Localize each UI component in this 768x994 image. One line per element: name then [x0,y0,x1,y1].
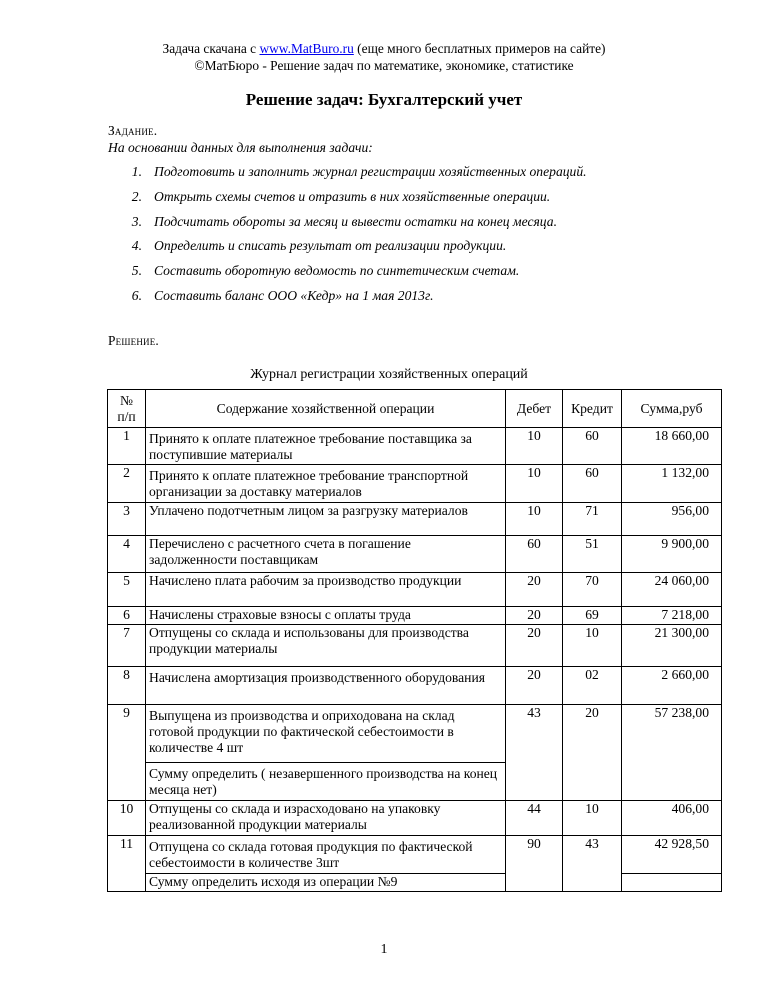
row-credit: 10 [563,625,622,667]
table-row [108,836,722,874]
number-abbrev: п/п [117,408,136,424]
header-sum: Сумма,руб [622,390,722,428]
row-debit: 43 [506,705,563,801]
task-item [108,259,587,284]
row-debit: 20 [506,573,563,607]
row-content: Уплачено подотчетным лицом за разгрузку материалов [146,503,506,536]
row-number: 1 [108,428,146,465]
task-number: 6. [131,287,142,303]
source-note: (еще много бесплатных примеров на сайте) [353,41,606,56]
header-content: Содержание хозяйственной операции [146,390,506,428]
table-row [108,536,722,573]
row-number: 7 [108,625,146,667]
row-debit: 20 [506,667,563,705]
task-text: Подготовить и заполнить журнал регистрации хозяйственных операций. [154,164,587,179]
header-credit: Кредит [563,390,622,428]
task-intro: На основании данных для выполнения задачи: [108,140,373,155]
row-credit: 43 [563,836,622,892]
row-sum: 57 238,00 [622,705,722,763]
row-debit: 90 [506,836,563,892]
task-heading: Задание. [108,123,158,138]
task-text: Подсчитать обороты за месяц и вывести остатки на конец месяца. [154,213,557,229]
solution-heading: Решение. [108,333,159,348]
row-number: 10 [108,801,146,836]
row-sum: 42 928,50 [622,836,722,874]
row-debit: 10 [506,428,563,465]
task-number: 5. [131,263,142,279]
row-note: Сумму определить исходя из операции №9 [146,874,506,892]
table-row [108,874,722,892]
row-sum: 21 300,00 [622,625,722,667]
source-line [0,40,768,57]
row-content: Отпущена со склада готовая продукция по фактической себестоимости в количестве 3шт [146,836,506,874]
row-sum: 9 900,00 [622,536,722,573]
row-debit: 20 [506,625,563,667]
row-sum: 2 660,00 [622,667,722,705]
table-row [108,503,722,536]
row-sum: 24 060,00 [622,573,722,607]
task-number: 1. [131,164,142,179]
table-row [108,801,722,836]
table-row [108,428,722,465]
row-debit: 10 [506,465,563,503]
row-debit: 10 [506,503,563,536]
journal-caption: Журнал регистрации хозяйственных операций [250,367,528,382]
row-credit: 60 [563,465,622,503]
row-content: Начислено плата рабочим за производство продукции [146,573,506,607]
row-content: Перечислено с расчетного счета в погашение задолженности поставщикам [146,536,506,573]
matburo-link[interactable]: www.MatBuro.ru [259,41,354,56]
row-content: Отпущены со склада и израсходовано на упаковку реализованной продукции материалы [146,801,506,836]
header-number [108,390,146,428]
source-text: Задача скачана с [162,41,260,56]
row-number: 8 [108,667,146,705]
row-content: Принято к оплате платежное требование поставщика за поступившие материалы [146,428,506,465]
task-text: Составить баланс ООО «Кедр» на 1 мая 2013г. [154,287,434,303]
task-number: 4. [131,238,142,254]
table-row [108,607,722,625]
row-sum-empty [622,874,722,892]
row-sum: 406,00 [622,801,722,836]
header-debit: Дебет [506,390,563,428]
table-row [108,625,722,667]
row-credit: 69 [563,607,622,625]
row-sum: 7 218,00 [622,607,722,625]
task-item [108,185,587,210]
row-sum: 956,00 [622,503,722,536]
table-row [108,465,722,503]
row-number: 6 [108,607,146,625]
task-number: 2. [131,188,142,204]
row-debit: 20 [506,607,563,625]
row-credit: 51 [563,536,622,573]
row-number: 11 [108,836,146,892]
task-text: Составить оборотную ведомость по синтетическим счетам. [154,263,520,279]
row-sum: 18 660,00 [622,428,722,465]
row-number: 3 [108,503,146,536]
row-sum: 1 132,00 [622,465,722,503]
task-number: 3. [131,213,142,229]
number-sign: № [120,392,133,408]
row-credit: 70 [563,573,622,607]
row-content: Выпущена из производства и оприходована на склад готовой продукции по фактической себестоимости в количестве 4 шт [146,705,506,763]
row-content: Начислены страховые взносы с оплаты труда [146,607,506,625]
row-number: 5 [108,573,146,607]
row-content: Начислена амортизация производственного оборудования [146,667,506,705]
table-row [108,573,722,607]
journal-table [107,389,722,892]
task-item [108,210,587,235]
row-debit: 44 [506,801,563,836]
task-item [108,160,587,185]
row-credit: 10 [563,801,622,836]
row-number: 2 [108,465,146,503]
row-credit: 20 [563,705,622,801]
row-content: Принято к оплате платежное требование транспортной организации за доставку материалов [146,465,506,503]
page-title: Решение задач: Бухгалтерский учет [245,90,523,109]
table-row [108,705,722,763]
row-note: Сумму определить ( незавершенного производства на конец месяца нет) [146,763,506,801]
row-credit: 60 [563,428,622,465]
task-text: Определить и списать результат от реализации продукции. [154,238,507,254]
task-item [108,234,587,259]
table-row [108,667,722,705]
row-content: Отпущены со склада и использованы для производства продукции материалы [146,625,506,667]
row-credit: 71 [563,503,622,536]
task-item [108,284,587,309]
task-text: Открыть схемы счетов и отразить в них хозяйственные операции. [154,188,551,204]
row-sum-empty [622,763,722,801]
row-credit: 02 [563,667,622,705]
row-number: 9 [108,705,146,801]
row-debit: 60 [506,536,563,573]
page-number: 1 [380,942,388,957]
task-list [108,160,587,309]
row-number: 4 [108,536,146,573]
copyright-line: ©МатБюро - Решение задач по математике, экономике, статистике [194,58,574,73]
table-header-row [108,390,722,428]
table-row [108,763,722,801]
